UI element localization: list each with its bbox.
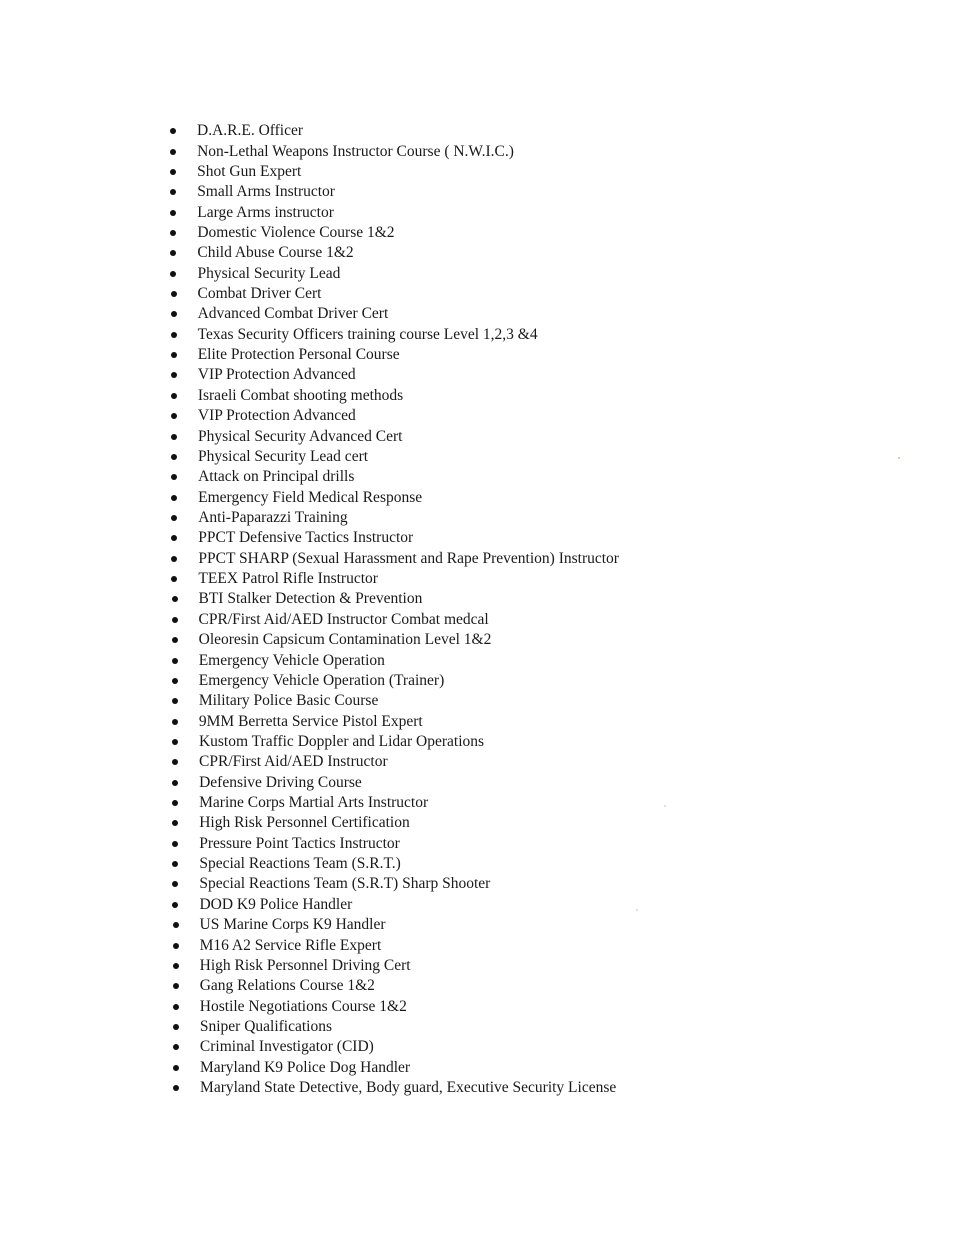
bullet-icon [171,332,177,338]
list-item-text: Maryland State Detective, Body guard, Executive Security License [200,1079,617,1097]
list-item [170,630,810,650]
bullet-icon [172,861,178,867]
list-item [170,487,810,507]
bullet-icon [172,881,178,887]
list-item-text: Military Police Basic Course [198,692,379,710]
list-item-text: Emergency Vehicle Operation (Trainer) [198,671,445,689]
list-item-text: Hostile Negotiations Course 1&2 [199,997,407,1015]
list-item [170,304,810,324]
bullet-icon [172,820,178,826]
list-item-text: Special Reactions Team (S.R.T.) [199,855,401,873]
list-item-text: High Risk Personnel Driving Cert [199,956,411,974]
list-item [170,1078,810,1098]
list-item [170,650,810,670]
list-item-text: BTI Stalker Detection & Prevention [198,590,423,608]
list-item [170,976,810,996]
bullet-icon [170,230,176,236]
list-item [170,1058,810,1078]
list-item [170,406,810,426]
bullet-icon [170,169,176,175]
list-item-text: Physical Security Lead [197,264,341,282]
bullet-icon [171,372,177,378]
bullet-icon [171,393,177,399]
list-item-text: Sniper Qualifications [199,1017,333,1035]
list-item [170,1037,810,1057]
list-item-text: Child Abuse Course 1&2 [197,244,354,262]
bullet-icon [172,596,178,602]
bullet-icon [173,1004,179,1010]
list-item-text: Defensive Driving Course [199,773,362,791]
list-item [170,691,810,711]
bullet-icon [173,922,179,928]
list-item-text: Non-Lethal Weapons Instructor Course ( N.W.I.C.) [197,142,514,160]
list-item [170,793,810,813]
list-item [170,162,810,182]
list-item-text: High Risk Personnel Certification [199,814,410,832]
bullet-icon [171,474,177,480]
list-item-text: Marine Corps Martial Arts Instructor [199,794,429,812]
list-item-text: Criminal Investigator (CID) [199,1038,374,1056]
list-item-text: Emergency Vehicle Operation [198,651,385,669]
list-item-text: Combat Driver Cert [197,285,322,303]
list-item [170,528,810,548]
bullet-icon [172,759,178,765]
list-item-text: VIP Protection Advanced [197,366,356,384]
list-item [170,508,810,528]
bullet-icon [171,454,177,460]
list-item-text: TEEX Patrol Rifle Instructor [198,570,378,588]
list-item-text: Israeli Combat shooting methods [197,386,404,404]
list-item-text: CPR/First Aid/AED Instructor Combat medcal [198,610,489,628]
list-item-text: DOD K9 Police Handler [199,895,353,913]
list-item [170,732,810,752]
bullet-icon [172,780,178,786]
bullet-icon [170,210,176,216]
bullet-icon [171,352,177,358]
list-item-text: Gang Relations Course 1&2 [199,977,375,995]
bullet-icon [173,983,179,989]
bullet-icon [171,556,177,562]
list-item [170,589,810,609]
scan-speck [898,457,900,459]
bullet-icon [171,311,177,317]
list-item-text: CPR/First Aid/AED Instructor [199,753,388,771]
bullet-icon [171,515,177,521]
list-item-text: Pressure Point Tactics Instructor [199,834,400,852]
bullet-icon [172,902,178,908]
list-item-text: Shot Gun Expert [197,162,302,180]
list-item [170,426,810,446]
list-item-text: 9MM Berretta Service Pistol Expert [198,712,423,730]
bullet-icon [173,1065,179,1071]
list-item [170,996,810,1016]
list-item [170,365,810,385]
list-item-text: Large Arms instructor [197,203,334,221]
bullet-icon [170,128,176,134]
list-item [170,243,810,263]
bullet-icon [171,291,177,297]
list-item [170,854,810,874]
list-item [170,671,810,691]
list-item [170,711,810,731]
bullet-icon [171,495,177,501]
list-item [170,223,810,243]
list-item-text: US Marine Corps K9 Handler [199,916,386,934]
list-item-text: Oleoresin Capsicum Contamination Level 1&2 [198,631,492,649]
bullet-icon [170,271,176,277]
list-item [170,773,810,793]
bullet-icon [173,1024,179,1030]
list-item [170,834,810,854]
bullet-icon [173,943,179,949]
list-item-text: Emergency Field Medical Response [198,488,423,506]
list-item-text: Special Reactions Team (S.R.T) Sharp Shooter [199,875,491,893]
list-item [170,813,810,833]
list-item [170,549,810,569]
list-item [170,610,810,630]
list-item [170,1017,810,1037]
bullet-icon [171,434,177,440]
list-item [170,467,810,487]
list-item-text: Attack on Principal drills [198,468,355,486]
bullet-icon [170,189,176,195]
list-item [170,895,810,915]
bullet-icon [173,963,179,969]
list-item [170,325,810,345]
list-item [170,182,810,202]
scan-speck [664,805,666,807]
list-item-text: Maryland K9 Police Dog Handler [199,1058,411,1076]
bullet-icon [170,149,176,155]
bullet-icon [170,250,176,256]
list-item [170,264,810,284]
list-item-text: PPCT Defensive Tactics Instructor [198,529,414,547]
bullet-icon [172,800,178,806]
bullet-icon [172,841,178,847]
list-item [170,935,810,955]
list-item-text: Kustom Traffic Doppler and Lidar Operations [198,732,485,750]
list-item [170,447,810,467]
list-item [170,345,810,365]
bullet-icon [173,1085,179,1091]
list-item [170,386,810,406]
list-item [170,121,810,141]
list-item-text: Advanced Combat Driver Cert [197,305,389,323]
bullet-icon [173,1044,179,1050]
list-item-text: Physical Security Advanced Cert [197,427,403,445]
bullet-icon [171,576,177,582]
list-item [170,956,810,976]
list-item-text: PPCT SHARP (Sexual Harassment and Rape Prevention) Instructor [198,549,619,567]
list-item [170,874,810,894]
bullet-icon [172,617,178,623]
list-item-text: Anti-Paparazzi Training [198,509,348,526]
list-item-text: Small Arms Instructor [197,183,335,201]
bullet-icon [171,413,177,419]
list-item-text: VIP Protection Advanced [197,407,356,425]
list-item-text: D.A.R.E. Officer [197,122,304,140]
bullet-icon [172,739,178,745]
certification-list [170,121,810,1098]
bullet-icon [171,535,177,541]
list-item-text: Texas Security Officers training course Level 1,2,3 &4 [197,325,538,343]
list-item-text: Elite Protection Personal Course [197,346,400,364]
list-item [170,915,810,935]
list-item-text: Physical Security Lead cert [198,447,369,465]
list-item [170,752,810,772]
list-item [170,284,810,304]
bullet-icon [172,698,178,704]
scan-speck [636,909,638,911]
list-item-text: M16 A2 Service Rifle Expert [199,936,382,954]
list-item-text: Domestic Violence Course 1&2 [197,223,395,241]
bullet-icon [172,658,178,664]
bullet-icon [172,719,178,725]
bullet-icon [172,678,178,684]
bullet-icon [172,637,178,643]
list-item [170,569,810,589]
list-item [170,202,810,222]
list-item [170,141,810,161]
